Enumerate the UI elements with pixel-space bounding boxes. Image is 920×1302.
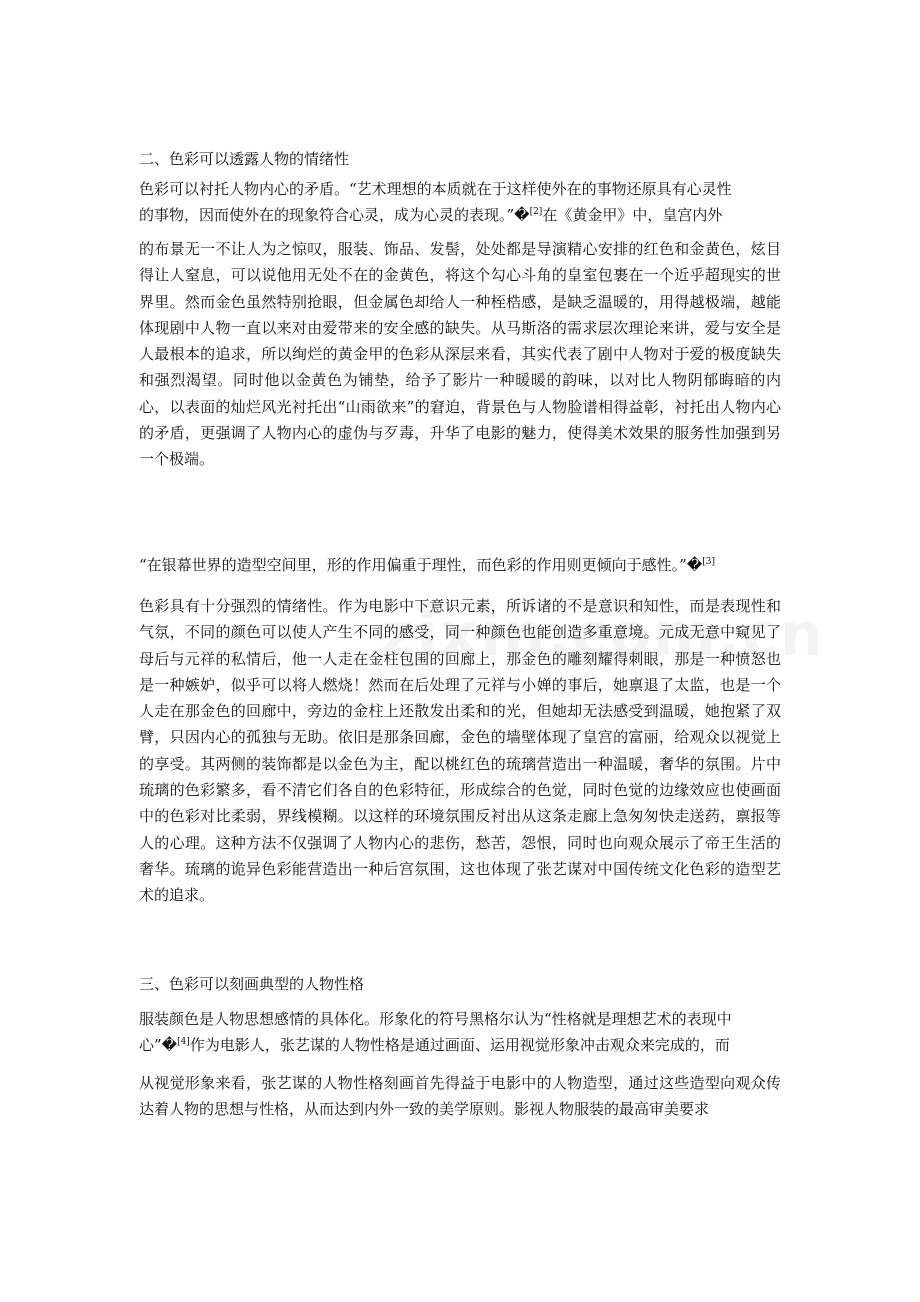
watermark xyxy=(380,600,825,670)
quote-line xyxy=(139,553,789,577)
section-2-paragraph-2: 色彩具有十分强烈的情绪性。作为电影中下意识元素，所诉诸的不是意识和知性，而是表现性和气氛，不同的颜色可以使人产生不同的感受，同一种颜色也能创造多重意境。元成无意中窥见了母后与元祥的私情后，他一人走在金柱包围的回廊上，那金色的雕刻耀得刺眼，那是一种愤怒也是一种嫉妒，似乎可以将人燃烧！然而在后处理了元祥与小婵的事后，她禀退了太监，也是一个人走在那金色的回廊中，旁边的金柱上还散发出柔和的光，但她却无法感受到温暖，她抱紧了双臂，只因内心的孤独与无助。依旧是那条回廊，金色的墙壁体现了皇宫的富丽，给观众以视觉上的享受。其两侧的装饰都是以金色为主，配以桃红色的琉璃营造出一种温暖，奢华的氛围。片中琉璃的色彩繁多，看不清它们各自的色彩特征，形成综合的色觉，同时色觉的边缘效应也使画面中的色彩对比柔弱，界线模糊。以这样的环境氛围反衬出从这条走廊上急匆匆快走送药，禀报等人的心理。这种方法不仅强调了人物内心的悲伤，愁苦，怨恨，同时也向观众展示了帝王生活的奢华。琉璃的诡异色彩能营造出一种后宫氛围，这也体现了张艺谋对中国传统文化色彩的造型艺术的追求。 xyxy=(139,597,781,905)
quote-text: “在银幕世界的造型空间里，形的作用偏重于理性，而色彩的作用则更倾向于感性。”� xyxy=(139,556,703,574)
citation-2: [2] xyxy=(529,207,543,218)
citation-4: [4] xyxy=(177,1037,190,1048)
section-3-heading: 三、色彩可以刻画典型的人物性格 xyxy=(139,975,365,993)
paragraph-text: 的事物，因而使外在的现象符合心灵，成为心灵的表现。”� xyxy=(139,206,530,225)
paragraph-line: 服装颜色是人物思想感情的具体化。形象化的符号黑格尔认为“性格就是理想艺术的表现中 xyxy=(139,1010,732,1028)
paragraph-line-with-citation xyxy=(139,202,781,228)
paragraph-line: 色彩可以衬托人物内心的矛盾。“艺术理想的本质就在于这样使外在的事物还原具有心灵性 xyxy=(139,180,732,198)
citation-3: [3] xyxy=(702,557,715,567)
paragraph-line-with-citation xyxy=(139,1032,781,1058)
section-2-paragraph-1-body: 的布景无一不让人为之惊叹，服装、饰品、发髻，处处都是导演精心安排的红色和金黄色，炫目得让人窒息，可以说他用无处不在的金黄色，将这个勾心斗角的皇室包裹在一个近乎超现实的世界里。然而金色虽然特别抢眼，但金属色却给人一种桎梏感，是缺乏温暖的，用得越极端，越能体现剧中人物一直以来对由爱带来的安全感的缺失。从马斯洛的需求层次理论来讲，爱与安全是人最根本的追求，所以绚烂的黄金甲的色彩从深层来看，其实代表了剧中人物对于爱的极度缺失和强烈渴望。同时他以金黄色为铺垫，给予了影片一种暖暖的韵味，以对比人物阴郁晦暗的内心，以表面的灿烂风光衬托出“山雨欲来”的窘迫，背景色与人物脸谱相得益彰，衬托出人物内心的矛盾，更强调了人物内心的虚伪与歹毒，升华了电影的魅力，使得美术效果的服务性加强到另一个极端。 xyxy=(139,240,781,469)
section-3-paragraph-1 xyxy=(139,1006,781,1059)
paragraph-text: 心”� xyxy=(139,1036,178,1055)
section-3-paragraph-1-body: 从视觉形象来看，张艺谋的人物性格刻画首先得益于电影中的人物造型，通过这些造型向观众传达着人物的思想与性格，从而达到内外一致的美学原则。影视人物服装的最高审美要求 xyxy=(139,1074,781,1119)
section-2-heading: 二、色彩可以透露人物的情绪性 xyxy=(139,150,350,168)
paragraph-text: 在《黄金甲》中，皇宫内外 xyxy=(542,206,723,225)
section-2-paragraph-1 xyxy=(139,176,781,229)
paragraph-text: 作为电影人，张艺谋的人物性格是通过画面、运用视觉形象冲击观众来完成的，而 xyxy=(189,1036,730,1055)
